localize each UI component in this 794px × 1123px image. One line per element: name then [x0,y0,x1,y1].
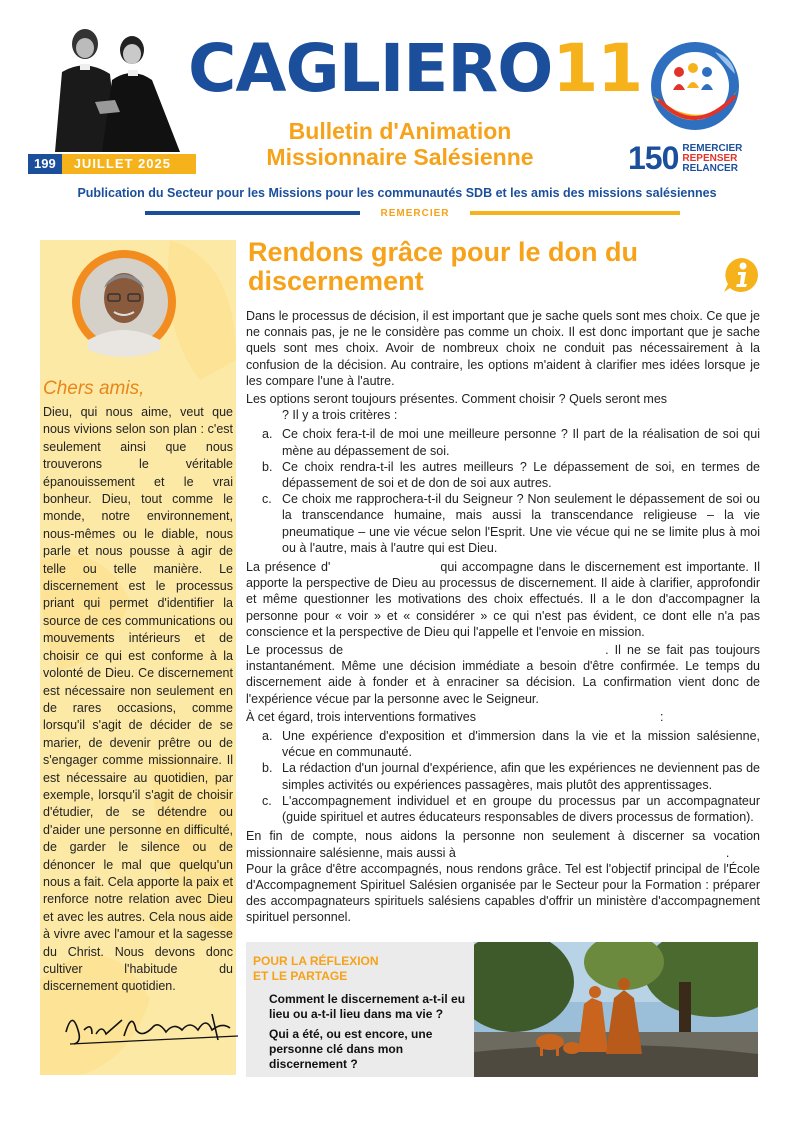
reflection-heading [253,954,379,984]
intervention-marker: a. [262,729,273,744]
logo150-word-3: RELANCER [682,162,738,174]
intervention-marker: c. [262,793,272,808]
sculpture-photo [474,942,758,1077]
missions-globe-logo [645,38,745,138]
intervention-item [262,728,760,760]
subtitle-line-1: Bulletin d'Animation [288,118,512,144]
intervention-item [262,760,760,792]
criteria-item [262,491,760,556]
brand-number: 11 [552,30,643,107]
paragraph-4-rest: . Il ne se fait pas toujours instantanément. Même une décision immédiate a besoin d'être confirmée. Le temps du discernement aide à fonder et à enraciner sa décision. La confirmation vient donc de l'expérience vécue par la personne avec le Seigneur. [246,643,760,706]
brand-title [188,30,643,107]
criteria-text: Ce choix fera-t-il de moi une meilleure personne ? Il part de la réalisation de soi qui mène au dépassement de soi. [282,427,760,458]
reflection-heading-line-2: ET LE PARTAGE [253,969,348,983]
article-title: Rendons grâce pour le don du discernement [248,237,639,296]
paragraph-5-end: : [659,709,664,724]
paragraph-6-end: . [725,845,730,860]
150-anniversary-logo [628,140,742,177]
reflection-question-2: Qui a été, ou est encore, une personne clé dans mon discernement ? [269,1027,433,1071]
criteria-marker: c. [262,492,272,507]
paragraph-5 [246,709,760,725]
paragraph-3 [246,559,760,640]
historical-photo [40,22,185,152]
article-body [246,308,760,928]
paragraph-7: Pour la grâce d'être accompagnés, nous rendons grâce. Tel est l'objectif principal de l'École d'Accompagnement Spirituel Salésien organisée par le Secteur pour la Formation : préparer des accompagnateurs spirituels salésiens capables d'offrir un ministère d'accompagnement spirituel personnel. [246,861,760,925]
bulletin-subtitle [200,118,600,170]
paragraph-4-start: Le processus de [246,643,344,658]
paragraph-6-start: En fin de compte, nous aidons la personne non seulement à discerner sa vocation missionnaire salésienne, mais aussi à [246,829,760,860]
intervention-item [262,793,760,825]
criteria-text: Ce choix me rapprochera-t-il du Seigneur ? Non seulement le dépassement de soi ou la transcendance humaine, mais aussi la transcendance religieuse – la vie pneumatique – une vie vécue selon l'Esprit. Une vie vécue qui ne se limite plus à moi ou à l'autre, mais à l'autre qui est Dieu. [282,492,760,555]
brand-name: CAGLIERO [188,30,553,107]
criteria-item [262,459,760,491]
paragraph-2-end: ? Il y a trois critères : [282,408,398,423]
interventions-list [262,728,760,825]
criteria-item [262,426,760,458]
info-icon [722,256,760,294]
editorial-greeting: Chers amis, [43,378,145,399]
paragraph-6 [246,828,760,925]
issue-number: 199 [28,154,62,174]
criteria-list [262,426,760,556]
paragraph-1: Dans le processus de décision, il est important que je sache quels sont mes choix. Ce que je ne connais pas, je ne le considère pas comme un choix. Il est donc important que je sache quels sont mes choix. Avoir de nombreux choix ne conduit pas nécessairement à la confusion de la décision. Au contraire, les options m'aident à clarifier mes idées lorsque je les compare l'une à l'autre. [246,309,760,388]
logo150-words [682,144,742,174]
subtitle-line-2: Missionnaire Salésienne [266,144,534,170]
criteria-text: Ce choix rendra-t-il les autres meilleurs ? Le dépassement de soi, en termes de dépassement de soi et de don de soi aux autres. [282,459,760,491]
paragraph-4 [246,642,760,707]
editorial-text: Dieu, qui nous aime, veut que nous vivions selon son plan : c'est seulement ainsi que nous trouverons le véritable épanouissement et le vrai bonheur. Dieu, tout comme le monde, notre environnement, nous-mêmes ou le diable, nous parle et nous pousse à agir de telle ou telle manière. Le discernement est le processus priant qui permet d'identifier la source de ces communications ou mouvements intérieurs et de choisir ce qui est conforme à la volonté de Dieu. Ce discernement est nécessaire non seulement en de rares occasions, comme lorsqu'il s'agit de décider de se marier, de devenir prêtre ou de s'engager comme missionnaire. Il est nécessaire au quotidien, par exemple, lorsqu'il s'agit de choisir d'étudier, de se détendre ou d'aider une personne en difficulté, de garder le silence ou de dénoncer le mal que quelqu'un nous a fait. Cela apporte la paix et renforce notre relation avec Dieu et avec les autres. Cela nous aide à vivre avec l'amour et la sagesse du Christ. Nous devons donc cultiver l'habitude du discernement quotidien. [43,405,233,994]
paragraph-3-start: La présence d' [246,560,331,575]
section-tag: REMERCIER [360,208,470,219]
author-signature [62,1000,247,1050]
intervention-text: La rédaction d'un journal d'expérience, afin que les expériences ne deviennent pas de simples activités ou expériences passagères, mais plutôt des apprentissages. [282,761,760,792]
paragraph-2-start: Les options seront toujours présentes. Comment choisir ? Quels seront mes [246,392,668,407]
intervention-text: Une expérience d'exposition et d'immersion dans la vie et la mission salésienne, vécue en communauté. [282,729,760,760]
intervention-marker: b. [262,761,273,776]
logo150-word-2: REPENSER [682,152,738,164]
logo150-word-1: REMERCIER [682,142,743,154]
criteria-marker: a. [262,427,273,442]
publication-line: Publication du Secteur pour les Missions pour les communautés SDB et les amis des missions salésiennes [77,186,717,200]
paragraph-5-start: À cet égard, trois interventions formatives [246,709,476,724]
intervention-text: L'accompagnement individuel et en groupe du processus par un accompagnateur (guide spirituel et autres éducateurs responsables de divers processus de formation). [282,793,760,825]
reflection-question-1: Comment le discernement a-t-il eu lieu ou a-t-il lieu dans ma vie ? [269,992,466,1021]
reflection-heading-line-1: POUR LA RÉFLEXION [253,954,379,968]
paragraph-2 [246,391,760,423]
issue-date: JUILLET 2025 [62,154,196,174]
paragraph-3-rest: qui accompagne dans le discernement est importante. Il apporte la perspective de Dieu au processus de discernement. Il aide à clarifier, approfondir et même questionner les motivations des choix effectués. Il a le don d'accompagner la personne pour « voir » et « considérer » ce qui n'est pas évident, ce dont elle n'a pas conscience et la perspective de Dieu qui l'appelle et l'envoie en mission. [246,560,760,639]
author-portrait [70,240,178,360]
criteria-marker: b. [262,459,273,474]
logo150-number: 150 [628,140,679,176]
issue-info [28,154,196,174]
